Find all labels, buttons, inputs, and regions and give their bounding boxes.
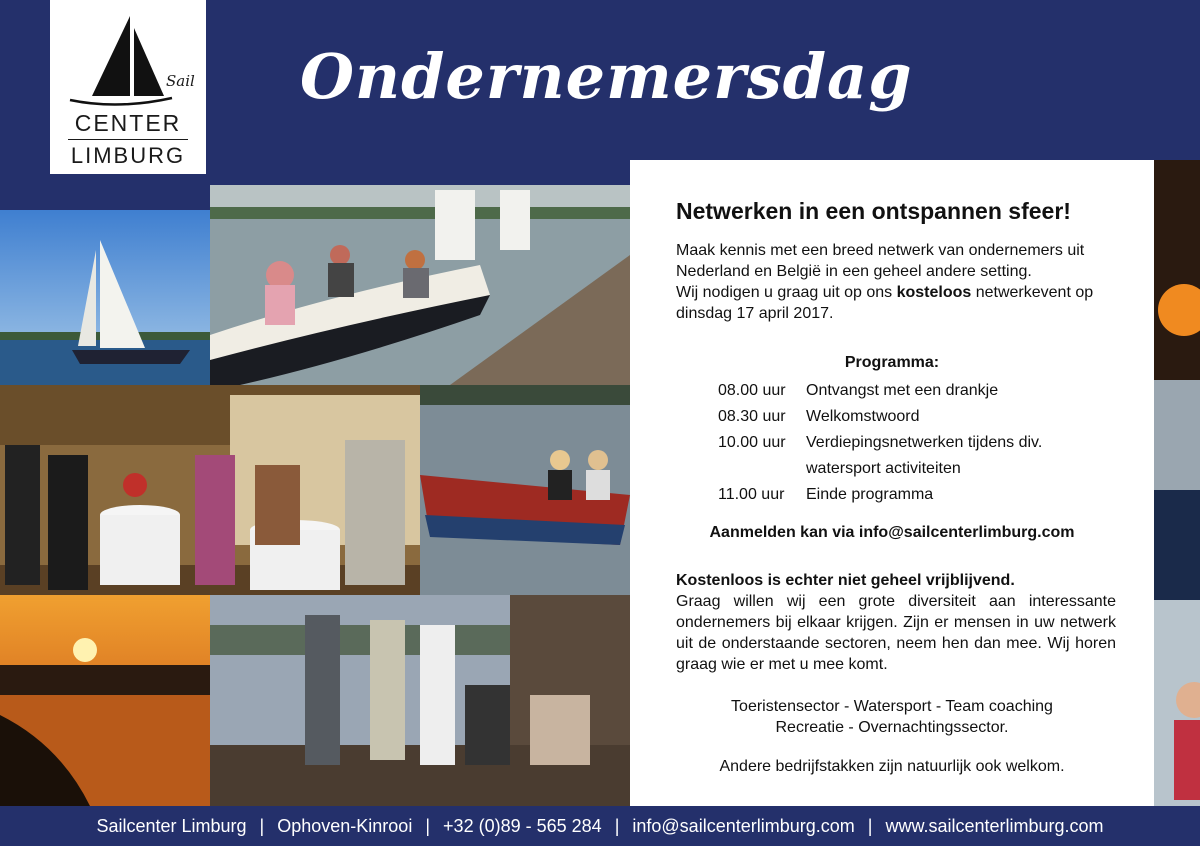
intro-line-2-pre: Wij nodigen u graag uit op ons xyxy=(676,284,897,301)
programme-label: Welkomstwoord xyxy=(806,408,920,425)
page-title: Ondernemersdag xyxy=(300,40,913,113)
photo-canoe xyxy=(420,385,630,595)
footer-separator: | xyxy=(614,816,620,836)
programme-label: Einde programma xyxy=(806,486,934,503)
sailcenter-logo xyxy=(50,0,206,174)
photo-terrace xyxy=(210,595,630,806)
costs-text xyxy=(676,570,1116,675)
panel-heading: Netwerken in een ontspannen sfeer! xyxy=(676,198,1071,224)
footer-email: info@sailcenterlimburg.com xyxy=(632,816,855,836)
photo-sunset xyxy=(0,595,210,806)
logo-divider xyxy=(68,139,188,140)
programme-row xyxy=(718,434,1042,452)
intro-line-2-post: netwerkevent op dinsdag 17 april 2017. xyxy=(676,284,1094,322)
logo-center-text: CENTER xyxy=(74,110,182,136)
footer-phone: +32 (0)89 - 565 284 xyxy=(443,816,602,836)
photo-reception xyxy=(0,385,420,595)
programme-time: 11.00 uur xyxy=(718,486,785,503)
photo-right-strip xyxy=(1154,160,1200,806)
programme-row xyxy=(718,382,998,400)
footer-contact xyxy=(0,806,1200,846)
footer-separator: | xyxy=(259,816,265,836)
register-line: Aanmelden kan via info@sailcenterlimburg.com xyxy=(709,524,1075,541)
programme-row xyxy=(718,460,961,478)
footer-name: Sailcenter Limburg xyxy=(96,816,247,836)
programme-time: 10.00 uur xyxy=(718,434,786,451)
sectors-line-2: Recreatie - Overnachtingssector. xyxy=(775,719,1009,736)
other-sectors-note: Andere bedrijfstakken zijn natuurlijk ook welkom. xyxy=(719,758,1065,775)
programme-label: Verdiepingsnetwerken tijdens div. xyxy=(806,434,1043,451)
programme-time: 08.00 uur xyxy=(718,382,786,399)
programme-row xyxy=(718,408,920,426)
programme-row xyxy=(718,486,933,504)
sailboat-logo-icon xyxy=(68,14,178,110)
footer-website: www.sailcenterlimburg.com xyxy=(885,816,1104,836)
intro-line-1: Maak kennis met een breed netwerk van ondernemers uit Nederland en België in een geheel andere setting. xyxy=(676,242,1085,280)
footer-separator: | xyxy=(425,816,431,836)
programme-label: Ontvangst met een drankje xyxy=(806,382,999,399)
programme-title: Programma: xyxy=(844,354,940,371)
info-panel xyxy=(630,160,1154,806)
footer-separator: | xyxy=(867,816,873,836)
logo-limburg-text: LIMBURG xyxy=(70,143,186,168)
costs-body: Graag willen wij een grote diversiteit aan interessante ondernemers bij elkaar krijgen. Zijn er mensen in uw netwerk uit de onderstaande sectoren, neem hen dan mee. Wij horen graag wie er met u mee komt. xyxy=(676,593,1116,673)
costs-heading: Kostenloos is echter niet geheel vrijblijvend. xyxy=(676,572,1015,589)
intro-free-bold: kosteloos xyxy=(896,284,972,301)
programme-label: watersport activiteiten xyxy=(806,460,961,477)
photo-sailboat xyxy=(0,210,210,385)
intro-text xyxy=(676,240,1116,324)
programme-time: 08.30 uur xyxy=(718,408,786,425)
footer-location: Ophoven-Kinrooi xyxy=(277,816,413,836)
sectors-text xyxy=(630,696,1154,738)
logo-script-text: Sail xyxy=(166,72,195,90)
sectors-line-1: Toeristensector - Watersport - Team coaching xyxy=(731,698,1053,715)
photo-dock-boats xyxy=(210,185,630,385)
